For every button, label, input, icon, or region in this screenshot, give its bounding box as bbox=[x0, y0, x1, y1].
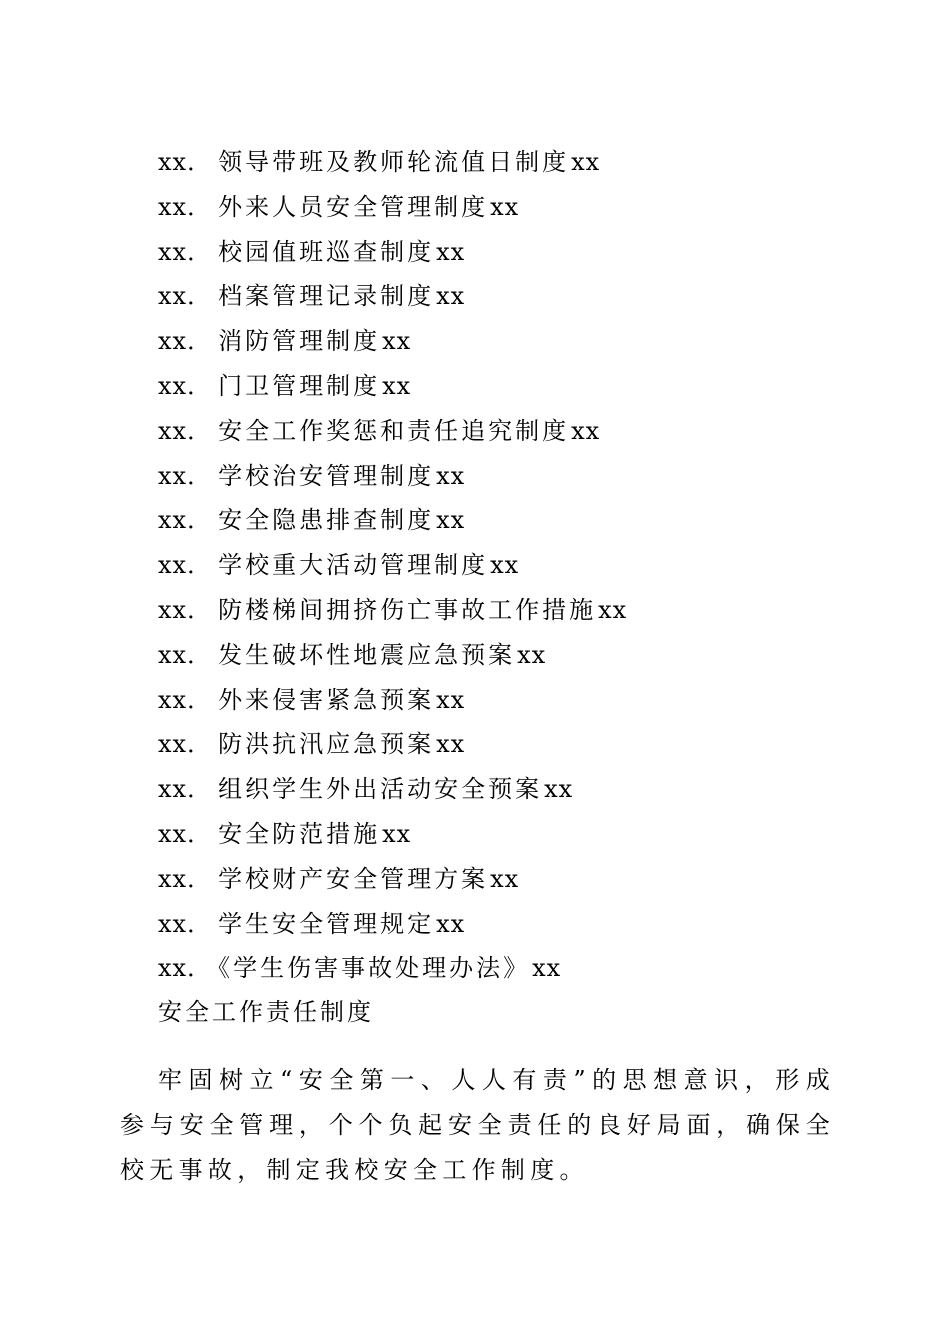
toc-item-number: xx． bbox=[158, 282, 213, 311]
toc-item bbox=[158, 185, 858, 230]
toc-item-number: xx． bbox=[158, 730, 213, 759]
toc-item-page: xx bbox=[571, 416, 601, 445]
toc-item-page: xx bbox=[436, 506, 466, 535]
toc-item-title: 学校重大活动管理制度 bbox=[218, 551, 489, 580]
toc-item-title: 消防管理制度 bbox=[218, 327, 381, 356]
toc-item-title: 外来人员安全管理制度 bbox=[218, 192, 489, 221]
toc-item bbox=[158, 274, 858, 319]
toc-item-title: 校园值班巡查制度 bbox=[218, 237, 435, 266]
toc-item-number: xx． bbox=[158, 909, 213, 938]
toc-item-number: xx． bbox=[158, 864, 213, 893]
toc-item-title: 安全工作奖惩和责任追究制度 bbox=[218, 416, 570, 445]
toc-item-title: 安全防范措施 bbox=[218, 819, 381, 848]
toc-item-page: xx bbox=[436, 282, 466, 311]
toc-item-page: xx bbox=[544, 775, 574, 804]
toc-item bbox=[158, 633, 858, 678]
toc-item bbox=[158, 543, 858, 588]
toc-item-page: xx bbox=[532, 954, 562, 983]
toc-item-number: xx． bbox=[158, 819, 213, 848]
toc-item-title: 防洪抗汛应急预案 bbox=[218, 730, 435, 759]
toc-item-number: xx． bbox=[158, 640, 213, 669]
toc-item-page: xx bbox=[598, 595, 628, 624]
toc-item-page: xx bbox=[382, 327, 412, 356]
toc-item-page: xx bbox=[382, 371, 412, 400]
toc-item-title: 发生破坏性地震应急预案 bbox=[218, 640, 516, 669]
toc-item-page: xx bbox=[436, 461, 466, 490]
toc-item-title: 学生安全管理规定 bbox=[218, 909, 435, 938]
toc-item-page: xx bbox=[517, 640, 547, 669]
toc-item-page: xx bbox=[436, 237, 466, 266]
toc-item-number: xx． bbox=[158, 506, 213, 535]
toc-item-title: 领导带班及教师轮流值日制度 bbox=[218, 148, 570, 176]
toc-item-title: 学校财产安全管理方案 bbox=[218, 864, 489, 893]
toc-item bbox=[158, 364, 858, 409]
toc-item bbox=[158, 454, 858, 499]
toc-item bbox=[158, 140, 858, 185]
toc-item-title: 安全隐患排查制度 bbox=[218, 506, 435, 535]
toc-item-page: xx bbox=[490, 864, 520, 893]
toc-item bbox=[158, 409, 858, 454]
toc-item-page: xx bbox=[382, 819, 412, 848]
toc-item-number: xx． bbox=[158, 461, 213, 490]
toc-item-title: 防楼梯间拥挤伤亡事故工作措施 bbox=[218, 595, 597, 624]
toc-item-page: xx bbox=[436, 909, 466, 938]
toc-item-page: xx bbox=[436, 685, 466, 714]
toc-item-page: xx bbox=[490, 551, 520, 580]
toc-item-number: xx． bbox=[158, 371, 213, 400]
toc-item bbox=[158, 722, 858, 767]
toc-item-title: 《学生伤害事故处理办法》 bbox=[218, 954, 531, 983]
toc-item bbox=[158, 812, 858, 857]
toc-item-title: 组织学生外出活动安全预案 bbox=[218, 775, 543, 804]
toc-item bbox=[158, 230, 858, 275]
toc-item bbox=[158, 319, 858, 364]
toc-item-title: 学校治安管理制度 bbox=[218, 461, 435, 490]
toc-item-title: 外来侵害紧急预案 bbox=[218, 685, 435, 714]
toc-item bbox=[158, 857, 858, 902]
toc-item-title: 门卫管理制度 bbox=[218, 371, 381, 400]
toc-item-number: xx． bbox=[158, 551, 213, 580]
toc-item-number: xx． bbox=[158, 192, 213, 221]
toc-item-number: xx． bbox=[158, 595, 213, 624]
toc-item bbox=[158, 767, 858, 812]
table-of-contents bbox=[158, 140, 858, 991]
toc-item-page: xx bbox=[571, 148, 601, 176]
toc-item bbox=[158, 678, 858, 723]
toc-item-number: xx． bbox=[158, 327, 213, 356]
toc-item-number: xx． bbox=[158, 685, 213, 714]
toc-item-number: xx． bbox=[158, 148, 213, 176]
toc-item-number: xx． bbox=[158, 775, 213, 804]
toc-item bbox=[158, 588, 858, 633]
toc-item-page: xx bbox=[436, 730, 466, 759]
toc-item bbox=[158, 498, 858, 543]
section-heading: 安全工作责任制度 bbox=[158, 998, 374, 1026]
toc-item bbox=[158, 946, 858, 991]
toc-item-number: xx． bbox=[158, 954, 213, 983]
toc-item-number: xx． bbox=[158, 237, 213, 266]
toc-item-page: xx bbox=[490, 192, 520, 221]
body-paragraph: 牢固树立“安全第一、人人有责”的思想意识，形成参与安全管理，个个负起安全责任的良好局面，确保全校无事故，制定我校安全工作制度。 bbox=[120, 1066, 835, 1184]
toc-item-number: xx． bbox=[158, 416, 213, 445]
toc-item bbox=[158, 902, 858, 947]
toc-item-title: 档案管理记录制度 bbox=[218, 282, 435, 311]
